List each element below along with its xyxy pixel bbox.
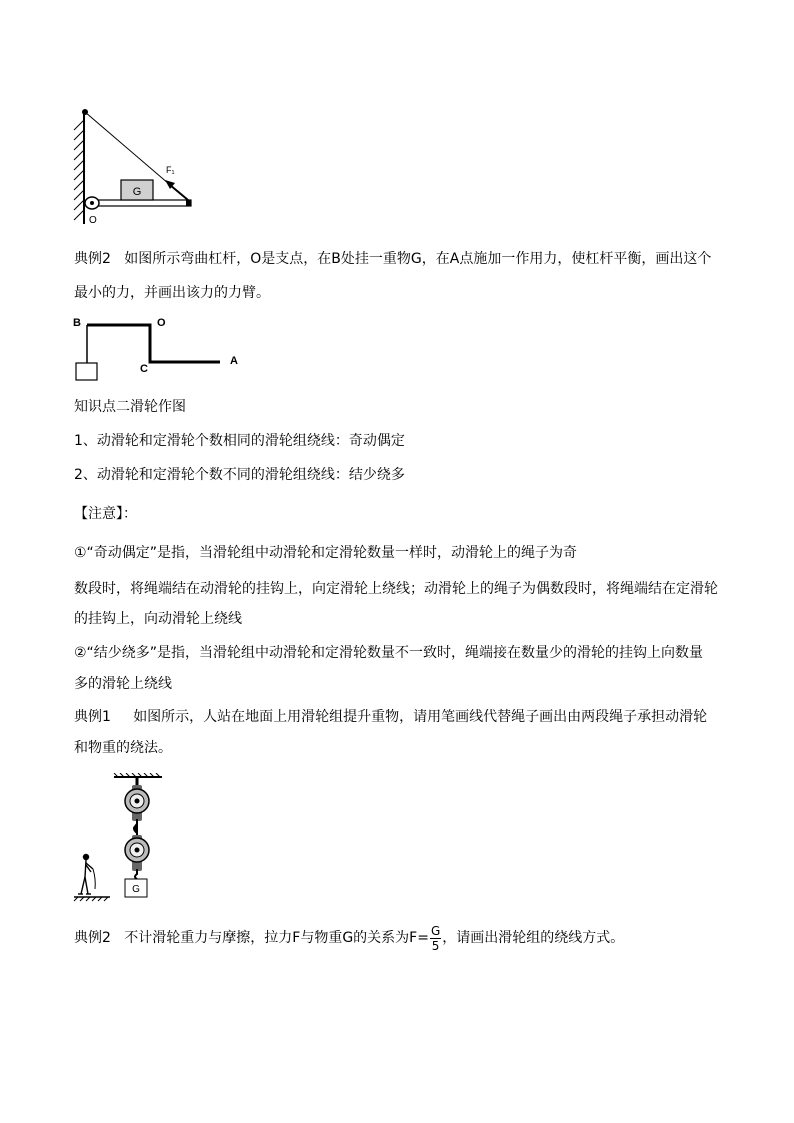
example-text-end: ，请画出滑轮组的绕线方式。 xyxy=(442,930,625,946)
wall-hatching xyxy=(74,120,84,220)
bent-lever-bar xyxy=(87,325,220,362)
person-figure xyxy=(78,854,95,894)
point-A-label: A xyxy=(230,355,238,367)
weight-label: G xyxy=(132,186,142,198)
load-label: G xyxy=(132,884,140,895)
fraction-G-over-5 xyxy=(430,924,441,953)
section-title: 知识点二滑轮作图 xyxy=(74,399,186,415)
rule-1: 1、动滑轮和定滑轮个数相同的滑轮组绕线：奇动偶定 xyxy=(74,433,405,449)
pivot-label: O xyxy=(89,215,97,226)
example-prefix: 典例2 xyxy=(74,251,111,267)
hanging-weight xyxy=(76,363,97,380)
example2-lever-line1 xyxy=(74,249,711,269)
example-prefix: 典例2 xyxy=(74,930,111,946)
fraction-numerator: G xyxy=(430,923,441,938)
example-text: 如图所示弯曲杠杆，O是支点，在B处挂一重物G，在A点施加一作用力，使杠杆平衡，画出这个 xyxy=(124,251,712,267)
note1-line1: ①“奇动偶定”是指，当滑轮组中动滑轮和定滑轮数量一样时，动滑轮上的绳子为奇 xyxy=(74,545,578,561)
fixed-pulley xyxy=(125,785,149,830)
lever-wall-figure xyxy=(68,106,203,231)
example-text: 如图所示，人站在地面上用滑轮组提升重物，请用笔画线代替绳子画出由两段绳子承担动滑轮 xyxy=(133,709,708,725)
example1-pulley-line1 xyxy=(74,707,707,727)
bent-lever-figure xyxy=(70,312,245,387)
rule-2: 2、动滑轮和定滑轮个数不同的滑轮组绕线：结少绕多 xyxy=(74,467,405,483)
movable-pulley xyxy=(125,825,149,879)
point-O-label: O xyxy=(157,317,166,329)
example1-pulley-line2: 和物重的绕法。 xyxy=(74,740,172,756)
point-C-label: C xyxy=(140,363,148,375)
lever-bar xyxy=(90,200,191,206)
example2-lever-line2: 最小的力，并画出该力的力臂。 xyxy=(74,285,270,301)
force-arrow xyxy=(170,185,188,200)
example-text: 不计滑轮重力与摩擦，拉力F与物重G的关系为F= xyxy=(124,930,429,946)
example2-pulley-line xyxy=(74,921,624,955)
note1-line2: 数段时，将绳端结在动滑轮的挂钩上，向定滑轮上绕线；动滑轮上的绳子为偶数段时，将绳端结在定滑轮 xyxy=(74,581,718,597)
fraction-denominator: 5 xyxy=(431,938,440,953)
note2-line2: 多的滑轮上绕线 xyxy=(74,676,172,692)
point-B-label: B xyxy=(73,317,81,329)
example-prefix: 典例1 xyxy=(74,709,111,725)
force-label: F₁ xyxy=(166,165,175,175)
note1-line3: 的挂钩上，向动滑轮上绕线 xyxy=(74,611,242,627)
lever-end xyxy=(186,200,191,206)
note2-line1: ②“结少绕多”是指，当滑轮组中动滑轮和定滑轮数量不一致时，绳端接在数量少的滑轮的挂钩上向数量 xyxy=(74,645,704,661)
note-heading: 【注意】： xyxy=(74,506,137,522)
pulley-system-figure xyxy=(70,773,170,903)
